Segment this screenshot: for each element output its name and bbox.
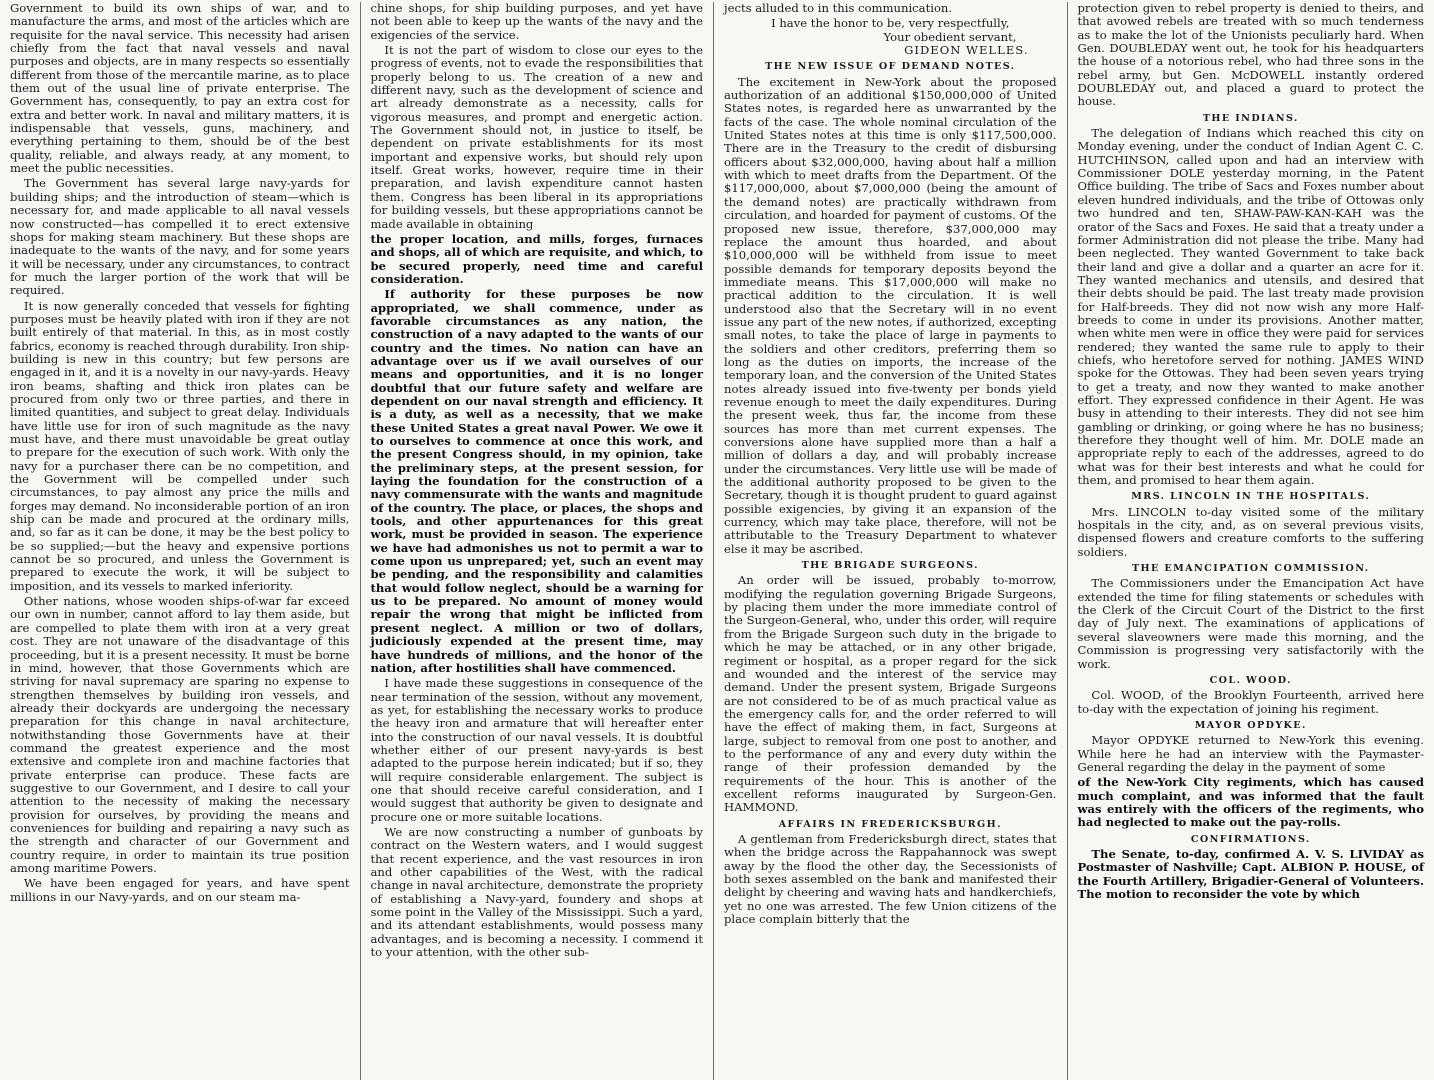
article-paragraph: We are now constructing a number of gunboats by contract on the Western waters, and I would suggest that recent experience, and the vast resources in iron and other capabilities of the West, with the radical change in naval architecture, demonstrate the propriety of establishing a Navy-yard, foundery and shops at some point in the Valley of the Mississippi. Such a yard, and its attendant establishments, would possess many advantages, and is becoming a necessity. I commend it to your attention, with the other sub- [370,824,703,960]
section-heading: COL. WOOD. [1209,674,1292,686]
column-2 [360,2,714,1080]
article-paragraph: The excitement in New-York about the proposed authorization of an additional $150,000,000 of United States notes, is regarded here as unwarranted by the facts of the case. The whole nominal circulation of the United States notes at this time is only $117,500,000. There are in the Treasury to the credit of disbursing officers about $32,000,000, having about half a million with which to meet drafts from the Department. Of the $117,000,000, about $7,000,000 (being the amount of the demand notes) are practically withdrawn from circulation, and hoarded for payment of customs. Of the proposed new issue, therefore, $37,000,000 may replace the amount thus hoarded, and about $10,000,000 will be withheld from issue to meet possible demands for temporary deposits beyond the immediate means. This $17,000,000 will make no practical addition to the circulation. It is well understood also that the Secretary will in no event issue any part of the new notes, if authorized, excepting small notes, to take the place of large in payments to the soldiers and other creditors, preferring them so long as the duties on imports, the increase of the temporary loan, and the conversion of the United States notes already issued into five-twenty per bonds yield revenue enough to meet the daily expenditures. During the present week, thus far, the income from these sources has more than met current expenses. The conversions alone have supplied more than a half a million of dollars a day, and will probably increase under the circumstances. Very little use will be made of the additional authority proposed to be given to the Secretary, though it is thought prudent to guard against possible exigencies, by giving it an expansion of the currency, which may take place, therefore, will not be attributable to the Treasury Department to whatever else it may be ascribed. [724,74,1057,556]
column-1 [8,2,360,1080]
article-paragraph: Mayor OPDYKE returned to New-York this evening. While here he had an interview with the Paymaster-General regarding the delay in the payment of some [1077,733,1424,774]
article-paragraph: Government to build its own ships of war, and to manufacture the arms, and most of the articles which are requisite for the naval service. This necessity had arisen chiefly from the fact that naval vessels and naval purposes and objects, are in many respects so essentially different from those of the mercantile marine, as to place them out of the usual line of private enterprise. The Government has, consequently, to pay an extra cost for extra and better work. In naval and military matters, it is indispensable that vessels, guns, machinery, and everything pertaining to them, should be of the best quality, reliable, and always ready, at any moment, to meet the public necessities. [10,2,350,176]
article-paragraph: A gentleman from Fredericksburgh direct, states that when the bridge across the Rappahannock was swept away by the flood the other day, the Secessionists of both sexes assembled on the bank and manifested their delight by cheering and waving hats and handkerchiefs, yet no one was arrested. The few Union citizens of the place complain bitterly that the [724,831,1057,927]
section-heading: CONFIRMATIONS. [1190,833,1311,845]
section-heading: THE BRIGADE SURGEONS. [801,560,979,572]
letter-signature: GIDEON WELLES. [904,43,1029,58]
article-paragraph: The delegation of Indians which reached this city on Monday evening, under the conduct of Indian Agent C. C. HUTCHINSON, called upon and had an interview with Commissioner DOLE yesterday morning, in the Patent Office building. The tribe of Sacs and Foxes number about eleven hundred individuals, and the tribe of Ottowas only two hundred and ten, SHAW-PAW-KAN-KAH was the orator of the Sacs and Foxes. He said that a treaty under a former Administration did not please the tribe. Many had been neglected. They wanted Government to take back their land and give a dollar and a quarter an acre for it. They wanted mechanics and utensils, and desired that their debts should be paid. The last treaty made provision for Half-breeds. They did not now wish any more Half-breeds to come in under its provisions. Another matter, when white men were in office they were paid for services rendered; they wanted the same rule to apply to their chiefs, who heretofore served for nothing. JAMES WIND spoke for the Ottowas. They had been seven years trying to get a treaty, and now they wanted to make another effort. They expressed confidence in their Agent. He was busy in attending to their interests. They did not see him gambling or drinking, or going where he has no business; therefore they thought well of him. Mr. DOLE made an appropriate reply to each of the addresses, agreed to do what was for their best interests and what he could for them, and promised to hear them again. [1077,126,1424,488]
letter-closing: I have the honor to be, very respectfully, [771,16,1010,31]
article-paragraph: chine shops, for ship building purposes, and yet have not been able to keep up the wants of the navy and the exigencies of the service. [370,2,703,42]
article-paragraph: Other nations, whose wooden ships-of-war far exceed our own in number, cannot afford to lay them aside, but are compelled to plate them with iron at a very great cost. They are not unaware of the disadvantage of this proceeding, but it is a present necessity. It must be borne in mind, however, that those Governments which are striving for naval supremacy are sparing no expense to strengthen themselves by building iron vessels, and already their dockyards are undergoing the necessary preparation for this change in naval architecture, notwithstanding those Governments have at their command the greatest experience and the most extensive and complete iron and machine factories that private enterprise can produce. These facts are suggestive to our Government, and I desire to call your attention to the necessity of making the necessary provision for ourselves, by providing the means and conveniences for building and repairing a navy such as the strength and character of our Government and country require, in order to maintain its true position among maritime Powers. [10,594,350,875]
article-paragraph-bold: The Senate, to-day, confirmed A. V. S. LIVIDAY as Postmaster of Nashville; Capt. ALBION P. HOUSE, of the Fourth Artillery, Brigadier-General of Volunteers. The motion to reconsider the vote by which [1077,846,1424,901]
article-paragraph: The Commissioners under the Emancipation Act have extended the time for filing statements or schedules with the Clerk of the Circuit Court of the District to the first day of July next. The examinations of applications of several slaveowners were made this morning, and the Commission is progressing very satisfactorily with the work. [1077,576,1424,671]
section-heading: MRS. LINCOLN IN THE HOSPITALS. [1131,491,1371,503]
article-paragraph: The Government has several large navy-yards for building ships; and the introduction of steam—which is necessary for, and made applicable to all naval vessels now constructed—has compelled it to erect extensive shops for making steam machinery. But these shops are inadequate to the wants of the navy, and for some years it will be necessary, under any circumstances, to contract for much the larger portion of the work that will be required. [10,176,350,298]
section-heading: THE INDIANS. [1202,112,1299,124]
article-paragraph: protection given to rebel property is denied to theirs, and that avowed rebels are treated with so much tenderness as to make the lot of the Unionists peculiarly hard. When Gen. DOUBLEDAY went out, he took for his headquarters the house of a notorious rebel, who had three sons in the rebel army, but Gen. McDOWELL instantly ordered DOUBLEDAY out, and placed a guard to protect the house. [1077,2,1424,109]
article-paragraph: jects alluded to in this communication. [724,2,953,15]
article-paragraph: Mrs. LINCOLN to-day visited some of the military hospitals in the city, and, as on several previous visits, dispensed flowers and creature comforts to the suffering soldiers. [1077,504,1424,559]
article-paragraph-bold: If authority for these purposes be now appropriated, we shall commence, under as favorable circumstances as any nation, the construction of a navy adapted to the wants of our country and the times. No nation can have an advantage over us if we avail ourselves of our means and opportunities, and it is no longer doubtful that our future safety and welfare are dependent on our naval strength and efficiency. It is a duty, as well as a necessity, that we make these United States a great naval Power. We owe it to ourselves to commence at once this work, and the present Congress should, in my opinion, take the preliminary steps, at the present session, for laying the foundation for the construction of a navy commensurate with the wants and magnitude of the country. The place, or places, the shops and tools, and other appurtenances for this great work, must be provided in season. The experience we have had admonishes us not to permit a war to come upon us unprepared; yet, such an event may be pending, and the responsibility and calamities that would follow neglect, should be a warning for us to be prepared. No amount of money would repair the wrong that might be inflicted from present neglect. A million or two of dollars, judiciously expended at the present time, may have hundreds of millions, and the honor of the nation, after hostilities shall have commenced. [370,287,703,675]
article-paragraph: Col. WOOD, of the Brooklyn Fourteenth, arrived here to-day with the expectation of joining his regiment. [1077,688,1424,716]
letter-servant: Your obedient servant, [883,29,1017,44]
section-heading: MAYOR OPDYKE. [1194,719,1307,731]
article-paragraph-bold: of the New-York City regiments, which has caused much complaint, and was informed that the fault was entirely with the officers of the regiments, who had neglected to make out the pay-rolls. [1077,775,1424,830]
column-3 [713,2,1067,1080]
section-heading: THE NEW ISSUE OF DEMAND NOTES. [765,61,1016,73]
section-heading: AFFAIRS IN FREDERICKSBURGH. [778,818,1002,830]
article-paragraph: I have made these suggestions in consequence of the near termination of the session, without any movement, as yet, for establishing the necessary works to produce the heavy iron and armature that will hereafter enter into the construction of our naval vessels. It is doubtful whether either of our present navy-yards is best adapted to the purpose herein indicated; but if so, they will require considerable enlargement. The subject is one that should receive careful consideration, and I would suggest that authority be given to designate and procure one or more suitable locations. [370,676,703,824]
section-heading: THE EMANCIPATION COMMISSION. [1131,563,1370,575]
column-4 [1067,2,1428,1080]
article-paragraph-bold: the proper location, and mills, forges, furnaces and shops, all of which are requisite, and which, to be secured properly, need time and careful consideration. [370,231,703,286]
article-paragraph: It is not the part of wisdom to close our eyes to the progress of events, not to evade the responsibilities that properly belong to us. The creation of a new and different navy, such as the development of science and art already demonstrate as a necessity, calls for vigorous measures, and prompt and energetic action. The Government should not, in justice to itself, be dependent on private establishments for its most important and expensive works, but should rely upon itself. Great works, however, require time in their preparation, and lavish expenditure cannot hasten them. Congress has been liberal in its appropriations for building vessels, but these appropriations cannot be made available in obtaining [370,43,703,231]
article-paragraph: An order will be issued, probably to-morrow, modifying the regulation governing Brigade Surgeons, by placing them under the more immediate control of the Surgeon-General, who, under this order, will require from the Brigade Surgeon such duty in the brigade to which he may be attached, or in any other brigade, regiment or hospital, as a proper regard for the sick and wounded and the interest of the service may demand. Under the present system, Brigade Surgeons are not considered to be of as much practical value as the emergency calls for, and the order referred to will have the effect of making them, in fact, Surgeons at large, subject to removal from one post to another, and to the performance of any and every duty within the range of their profession demanded by the requirements of the hour. This is another of the excellent reforms inaugurated by Surgeon-Gen. HAMMOND. [724,573,1057,815]
article-paragraph: We have been engaged for years, and have spent millions in our Navy-yards, and on our steam ma- [10,876,350,904]
article-paragraph: It is now generally conceded that vessels for fighting purposes must be heavily plated with iron if they are not built entirely of that material. In this, as in most costly fabrics, economy is reached through durability. Iron ship-building is new in this country; but few persons are engaged in it, and it is a novelty in our navy-yards. Heavy iron beams, shafting and thick iron plates can be procured from only two or three parties, and there in limited quantities, and subject to great delay. Individuals have little use for iron of such magnitude as the navy must have, and there must unavoidable be great outlay to prepare for the execution of such work. With only the navy for a purchaser there can be no competition, and the Government will be compelled under such circumstances, to pay almost any price the mills and forges may demand. No inconsiderable portion of an iron ship can be made and procured at the ordinary mills, and, so far as it can be done, it may be the best policy to be so supplied;—but the heavy and expensive portions cannot be so procured, and unless the Government is prepared to execute the work, it will be subject to imposition, and its vessels to marked inferiority. [10,298,350,593]
